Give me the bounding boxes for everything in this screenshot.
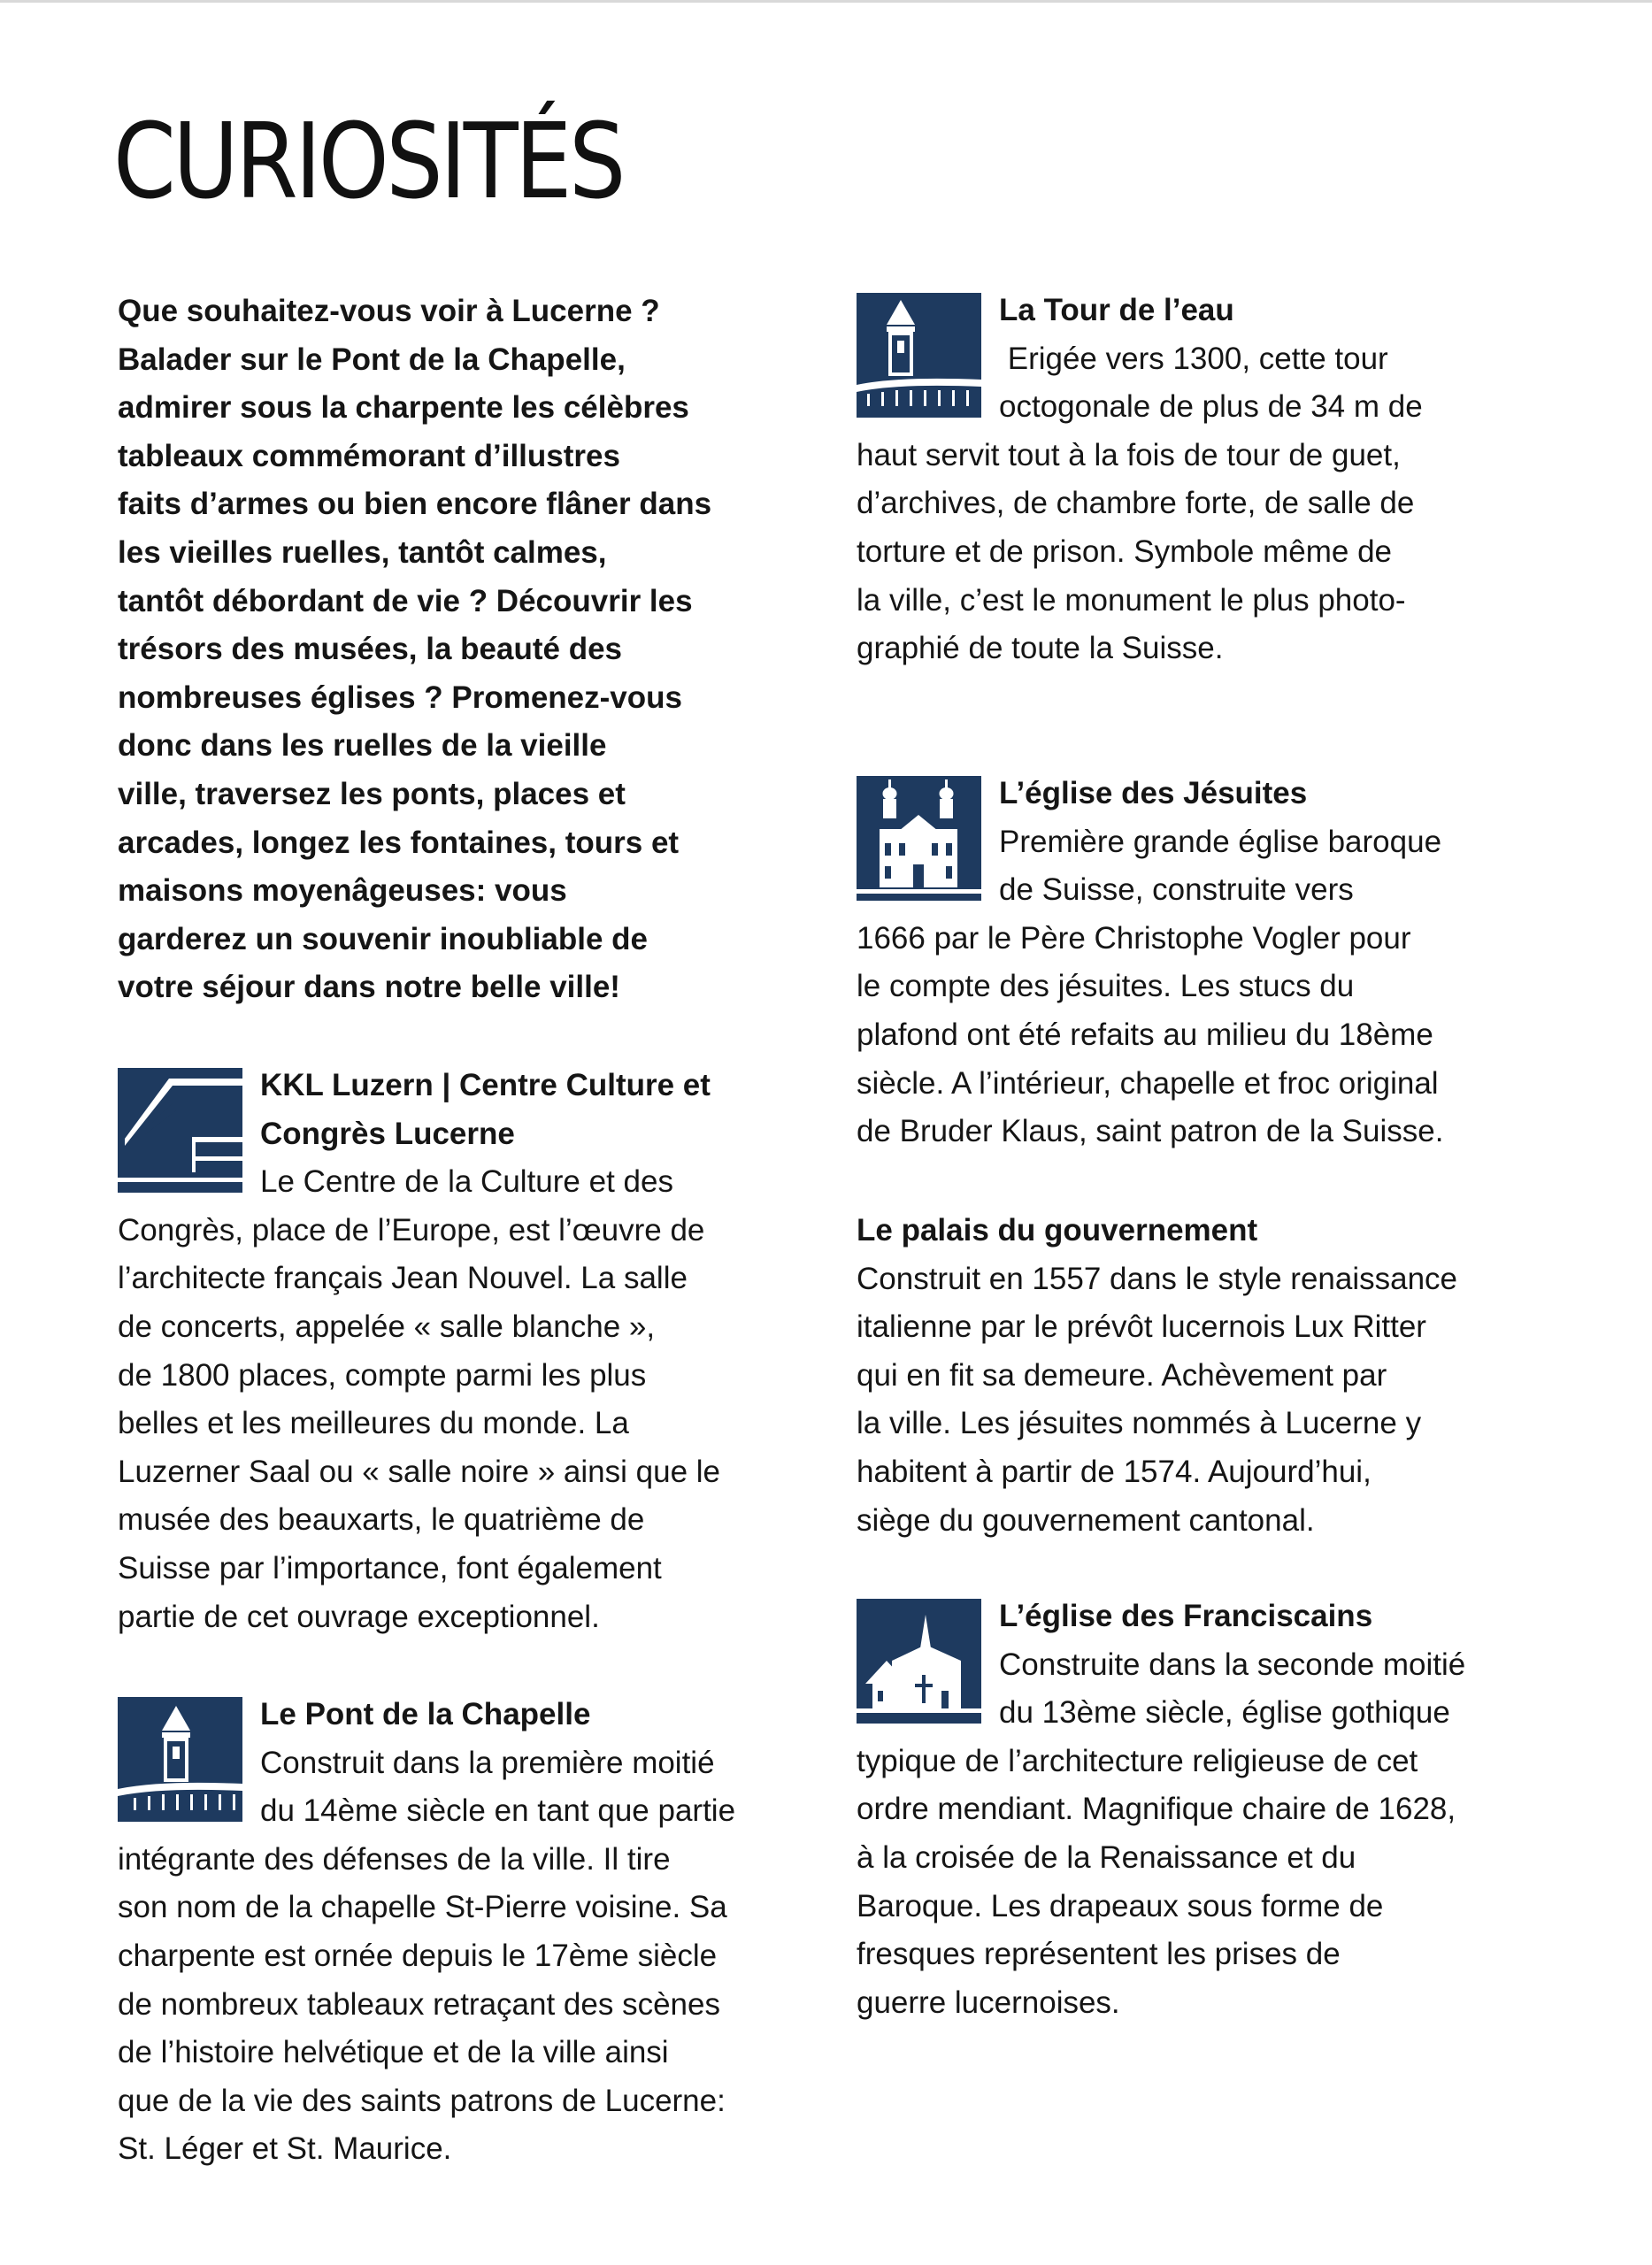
kkl-body-line: Le Centre de la Culture et des	[260, 1164, 673, 1200]
chapelle-body-line: charpente est ornée depuis le 17ème siècle	[118, 1938, 718, 1973]
tour-body-line: haut servit tout à la fois de tour de guet,	[857, 437, 1401, 472]
chapelle-body-line: St. Léger et St. Maurice.	[118, 2131, 452, 2167]
palais-body-line: Construit en 1557 dans le style renaissance	[857, 1261, 1458, 1296]
intro-line: garderez un souvenir inoubliable de	[118, 921, 648, 956]
intro-line: Que souhaitez-vous voir à Lucerne ?	[118, 294, 660, 328]
palais-section	[857, 1207, 1582, 1545]
kkl-body-line: Suisse par l’importance, font également	[118, 1550, 662, 1586]
palais-title: Le palais du gouvernement	[857, 1213, 1258, 1248]
intro-line: arcades, longez les fontaines, tours et	[118, 825, 680, 860]
palais-body-line: italienne par le prévôt lucernois Lux Ritter	[857, 1309, 1426, 1345]
kkl-title-line: Congrès Lucerne	[260, 1116, 515, 1151]
chapelle-body-line: de l’histoire helvétique et de la ville ainsi	[118, 2035, 669, 2070]
franciscains-body-line: Construite dans la seconde moitié	[999, 1647, 1466, 1682]
franciscains-title: L’église des Franciscains	[999, 1599, 1373, 1633]
tour-body-line: graphié de toute la Suisse.	[857, 631, 1224, 666]
intro-line: nombreuses églises ? Promenez-vous	[118, 680, 682, 715]
chapelle-body-line: Construit dans la première moitié	[260, 1745, 715, 1780]
jesuites-body-line: 1666 par le Père Christophe Vogler pour	[857, 920, 1411, 956]
chapelle-body-line: son nom de la chapelle St-Pierre voisine. Sa	[118, 1890, 727, 1925]
chapelle-section	[118, 1691, 826, 2174]
palais-body-line: qui en fit sa demeure. Achèvement par	[857, 1357, 1387, 1393]
chapelle-body-line: intégrante des défenses de la ville. Il tire	[118, 1841, 671, 1877]
franciscains-body-line: Baroque. Les drapeaux sous forme de	[857, 1888, 1384, 1923]
palais-body-line: habitent à partir de 1574. Aujourd’hui,	[857, 1454, 1372, 1489]
palais-body-line: siège du gouvernement cantonal.	[857, 1502, 1315, 1538]
kkl-body-line: de 1800 places, compte parmi les plus	[118, 1357, 647, 1393]
kkl-body-line: belles et les meilleures du monde. La	[118, 1406, 629, 1441]
franciscains-body-line: du 13ème siècle, église gothique	[999, 1695, 1450, 1731]
tour-body-line: torture et de prison. Symbole même de	[857, 534, 1393, 569]
jesuites-body-line: de Suisse, construite vers	[999, 872, 1354, 908]
palais-body-line: la ville. Les jésuites nommés à Lucerne y	[857, 1406, 1422, 1441]
franciscains-body-line: typique de l’architecture religieuse de cet	[857, 1743, 1418, 1778]
intro-line: Balader sur le Pont de la Chapelle,	[118, 342, 626, 377]
jesuites-body-line: de Bruder Klaus, saint patron de la Suisse.	[857, 1114, 1444, 1149]
chapelle-title: Le Pont de la Chapelle	[260, 1697, 591, 1731]
kkl-body-line: de concerts, appelée « salle blanche »,	[118, 1309, 656, 1344]
intro-line: maisons moyenâgeuses: vous	[118, 873, 567, 909]
franciscains-body-line: fresques représentent les prises de	[857, 1937, 1341, 1972]
intro-line: les vieilles ruelles, tantôt calmes,	[118, 534, 607, 570]
chapelle-body-line: de nombreux tableaux retraçant des scènes	[118, 1986, 720, 2022]
jesuites-body-line: le compte des jésuites. Les stucs du	[857, 969, 1355, 1004]
jesuites-section	[857, 770, 1582, 1156]
tour-body-line: d’archives, de chambre forte, de salle de	[857, 486, 1415, 521]
franciscains-body-line: ordre mendiant. Magnifique chaire de 1628,	[857, 1792, 1456, 1827]
jesuites-body-line: Première grande église baroque	[999, 824, 1442, 859]
jesuites-body-line: plafond ont été refaits au milieu du 18ème	[857, 1017, 1433, 1052]
top-divider	[0, 0, 1652, 3]
intro-line: ville, traversez les ponts, places et	[118, 776, 626, 811]
kkl-body-line: partie de cet ouvrage exceptionnel.	[118, 1599, 600, 1634]
franciscains-body-line: à la croisée de la Renaissance et du	[857, 1839, 1356, 1875]
kkl-title-line: KKL Luzern | Centre Culture et	[260, 1068, 711, 1102]
intro-line: tableaux commémorant d’illustres	[118, 438, 620, 473]
tour-section	[857, 287, 1582, 673]
jesuites-title: L’église des Jésuites	[999, 776, 1308, 810]
intro-line: donc dans les ruelles de la vieille	[118, 728, 607, 764]
tour-title: La Tour de l’eau	[999, 293, 1234, 327]
chapelle-body-line: du 14ème siècle en tant que partie	[260, 1793, 736, 1829]
tour-body-line: Erigée vers 1300, cette tour	[999, 341, 1388, 376]
intro-line: tantôt débordant de vie ? Découvrir les	[118, 583, 693, 618]
intro-line: faits d’armes ou bien encore flâner dans	[118, 487, 712, 522]
intro-paragraph	[118, 288, 826, 1012]
franciscains-section	[857, 1593, 1582, 2027]
jesuites-body-line: siècle. A l’intérieur, chapelle et froc original	[857, 1065, 1439, 1101]
intro-line: trésors des musées, la beauté des	[118, 632, 622, 667]
chapelle-body-line: que de la vie des saints patrons de Lucerne:	[118, 2083, 726, 2118]
intro-line: admirer sous la charpente les célèbres	[118, 390, 689, 426]
tour-body-line: la ville, c’est le monument le plus photo-	[857, 582, 1406, 618]
kkl-body-line: l’architecte français Jean Nouvel. La salle	[118, 1261, 688, 1296]
tour-body-line: octogonale de plus de 34 m de	[999, 389, 1423, 425]
kkl-body-line: Congrès, place de l’Europe, est l’œuvre de	[118, 1212, 705, 1248]
page-title: CURIOSITÉS	[113, 100, 623, 222]
kkl-section	[118, 1062, 826, 1641]
kkl-body-line: musée des beauxarts, le quatrième de	[118, 1502, 645, 1538]
intro-line: votre séjour dans notre belle ville!	[118, 970, 620, 1005]
kkl-body-line: Luzerner Saal ou « salle noire » ainsi que le	[118, 1454, 720, 1489]
franciscains-body-line: guerre lucernoises.	[857, 1985, 1120, 2020]
